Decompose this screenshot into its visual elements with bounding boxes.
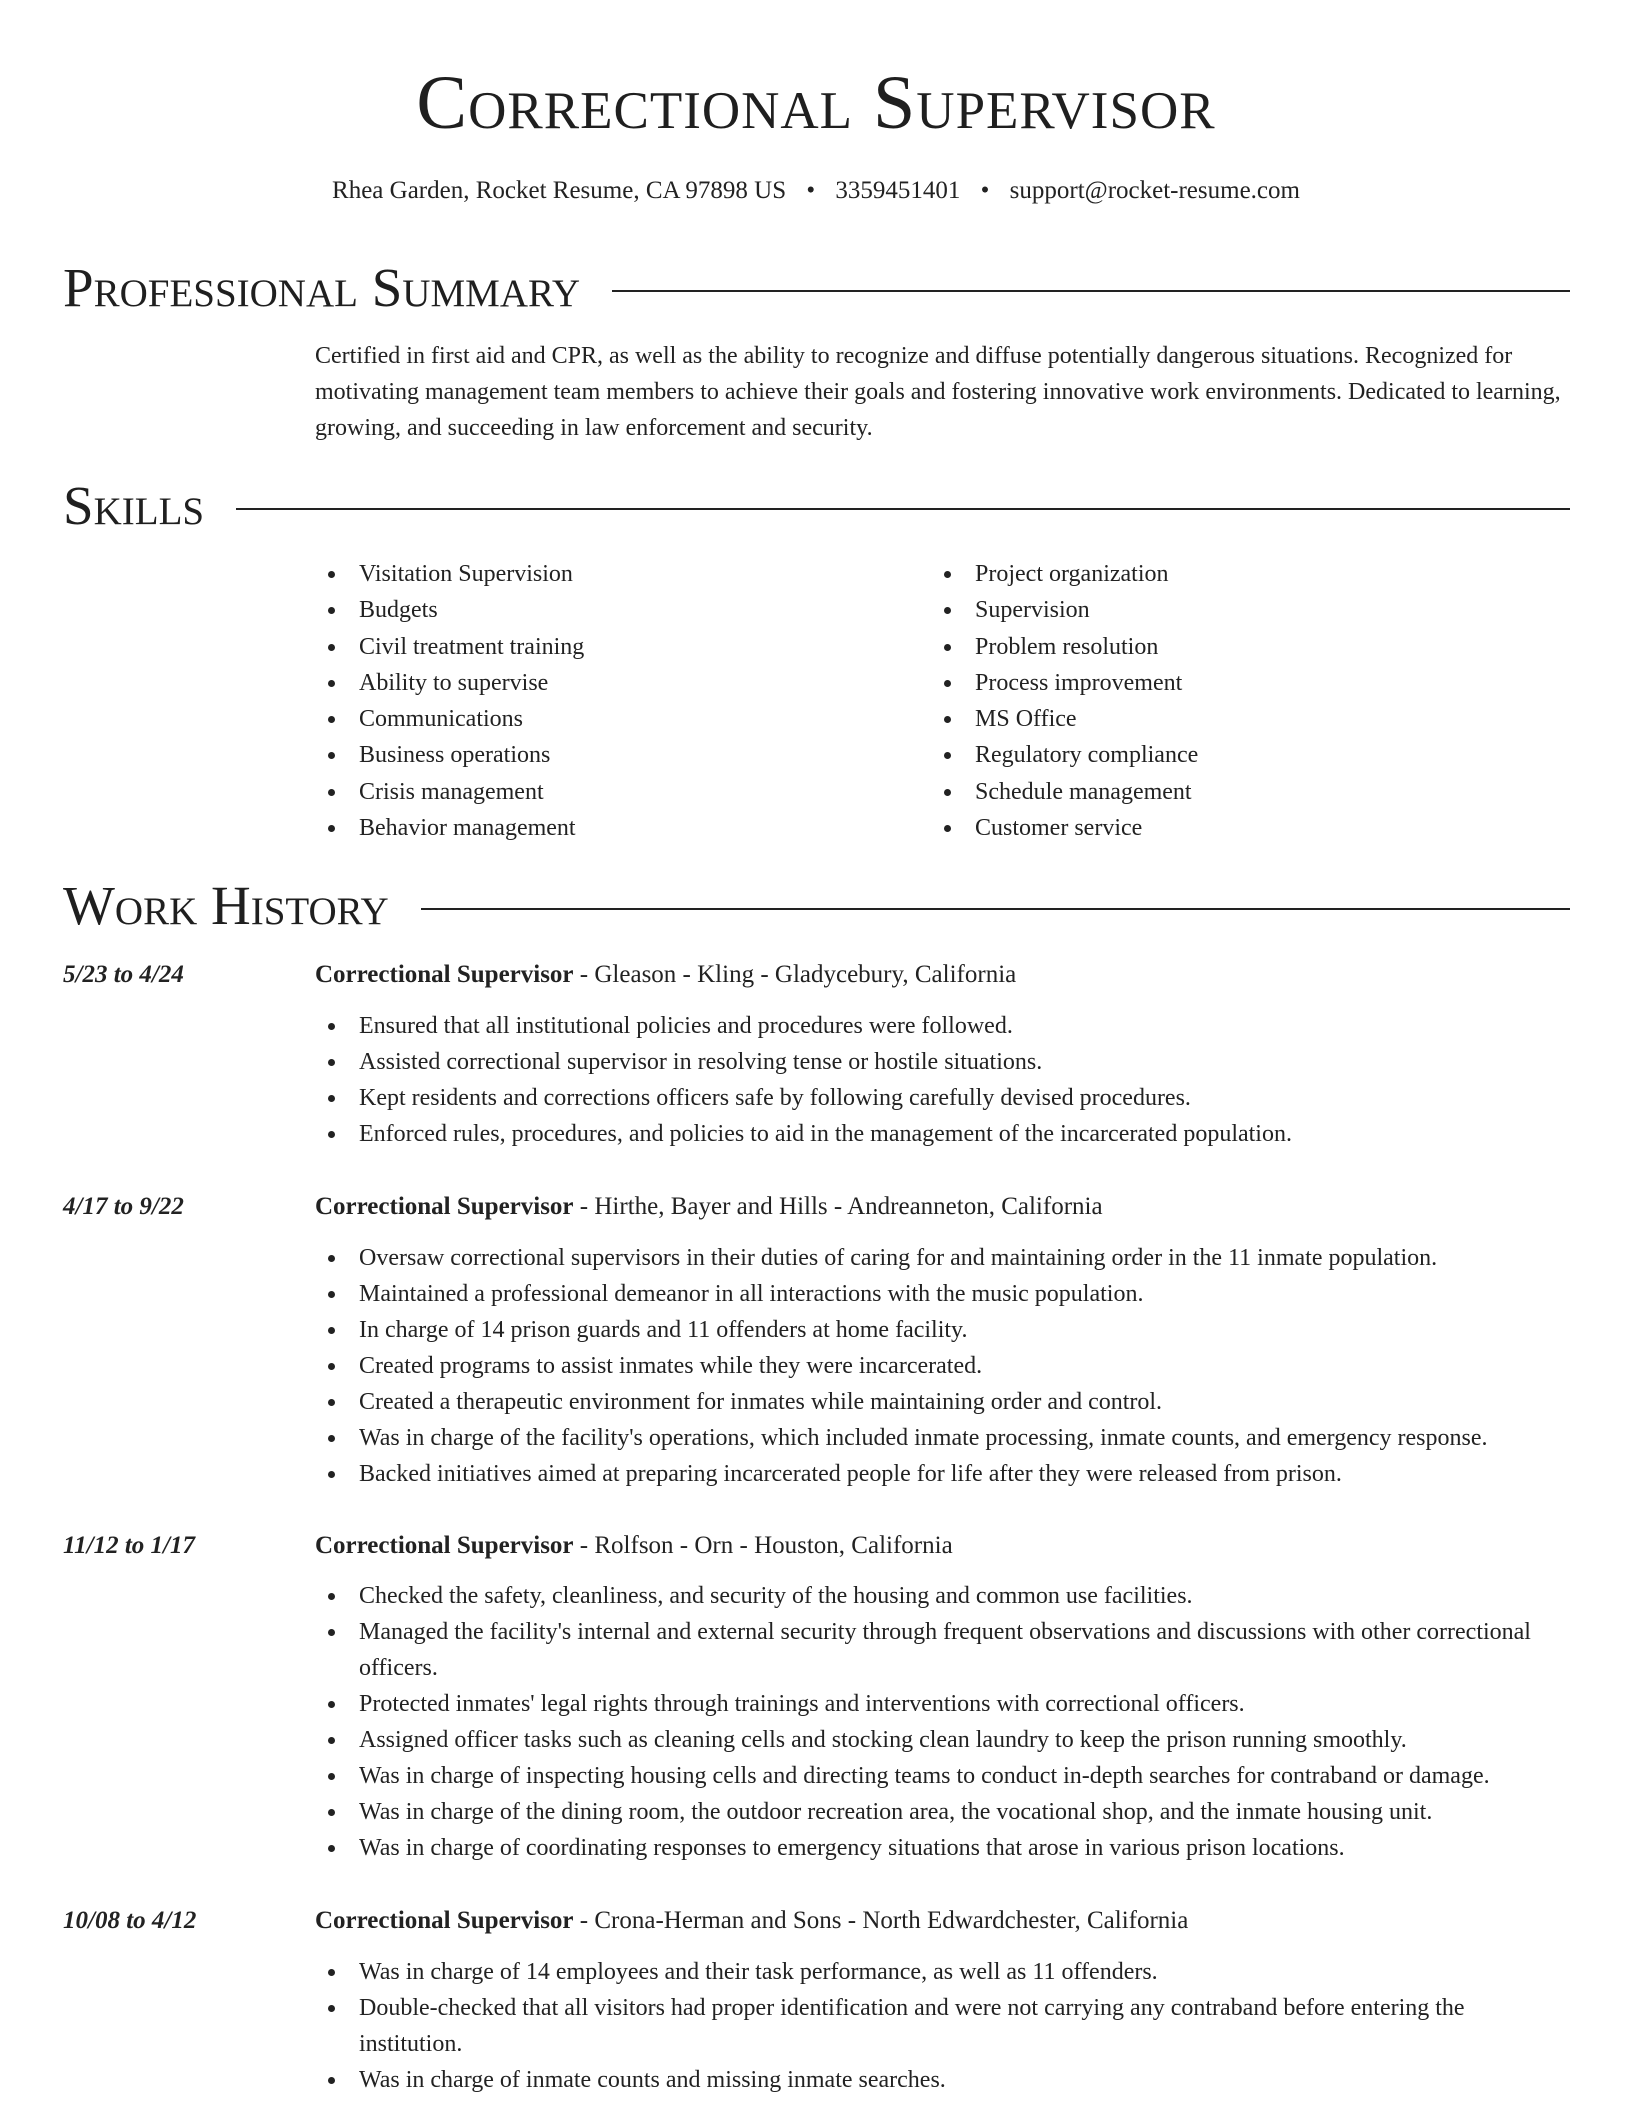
skill-item: Business operations bbox=[315, 737, 915, 773]
summary-text: Certified in first aid and CPR, as well as the ability to recognize and diffuse potentially dangerous situations. Recognized for motivating management team members to achieve their goals and fostering innovative work environments. Dedicated to learning, growing, and succeeding in law enforcement and security. bbox=[315, 343, 1561, 441]
summary-heading: Professional Summary bbox=[63, 257, 581, 318]
skills-list-right bbox=[931, 556, 1531, 846]
job-dates: 11/12 to 1/17 bbox=[63, 1532, 195, 1559]
job-bullet: Double-checked that all visitors had proper identification and were not carrying any contraband before entering the institution. bbox=[315, 1990, 1570, 2062]
work-heading: Work History bbox=[63, 875, 389, 936]
skill-item: Regulatory compliance bbox=[931, 737, 1531, 773]
job-employer: - Hirthe, Bayer and Hills - Andreanneton, California bbox=[573, 1193, 1103, 1220]
job-title: Correctional Supervisor bbox=[315, 1193, 574, 1220]
skill-item: Crisis management bbox=[315, 774, 915, 810]
job-title: Correctional Supervisor bbox=[315, 961, 574, 988]
job-bullet: Was in charge of the dining room, the outdoor recreation area, the vocational shop, and the inmate housing unit. bbox=[315, 1794, 1570, 1830]
job-bullet: In charge of 14 prison guards and 11 offenders at home facility. bbox=[315, 1312, 1570, 1348]
summary-section-header bbox=[63, 256, 1570, 320]
job-bullet: Managed the facility's internal and external security through frequent observations and discussions with other correctional officers. bbox=[315, 1614, 1570, 1686]
job-bullet: Backed initiatives aimed at preparing incarcerated people for life after they were released from prison. bbox=[315, 1456, 1570, 1492]
job-bullet: Protected inmates' legal rights through trainings and interventions with correctional officers. bbox=[315, 1686, 1570, 1722]
job-employer: - Rolfson - Orn - Houston, California bbox=[573, 1532, 953, 1559]
job-bullet: Checked the safety, cleanliness, and security of the housing and common use facilities. bbox=[315, 1578, 1570, 1614]
job-employer: - Crona-Herman and Sons - North Edwardchester, California bbox=[573, 1907, 1189, 1934]
job-bullet: Kept residents and corrections officers safe by following carefully devised procedures. bbox=[315, 1080, 1570, 1116]
skill-item: Communications bbox=[315, 701, 915, 737]
section-divider bbox=[612, 290, 1570, 292]
job-bullet: Assisted correctional supervisor in resolving tense or hostile situations. bbox=[315, 1044, 1570, 1080]
contact-separator: • bbox=[980, 177, 990, 204]
job-bullet: Was in charge of the facility's operations, which included inmate processing, inmate counts, and emergency response. bbox=[315, 1420, 1570, 1456]
contact-line bbox=[0, 176, 1632, 206]
job-employer: - Gleason - Kling - Gladycebury, California bbox=[573, 961, 1017, 988]
job-bullet: Was in charge of inmate counts and missing inmate searches. bbox=[315, 2062, 1570, 2098]
job-dates: 5/23 to 4/24 bbox=[63, 961, 184, 988]
section-divider bbox=[236, 508, 1570, 510]
skill-item: Process improvement bbox=[931, 665, 1531, 701]
contact-separator: • bbox=[806, 177, 816, 204]
skill-item: Project organization bbox=[931, 556, 1531, 592]
job-bullet: Was in charge of coordinating responses to emergency situations that arose in various prison locations. bbox=[315, 1830, 1570, 1866]
contact-phone: 3359451401 bbox=[835, 177, 961, 204]
job-bullets bbox=[315, 1008, 1570, 1152]
contact-address: Rhea Garden, Rocket Resume, CA 97898 US bbox=[332, 177, 787, 204]
job-bullets bbox=[315, 1240, 1570, 1492]
job-bullet: Enforced rules, procedures, and policies to aid in the management of the incarcerated population. bbox=[315, 1116, 1570, 1152]
job-heading bbox=[315, 1530, 1570, 1562]
job-title: Correctional Supervisor bbox=[315, 1532, 574, 1559]
skill-item: Ability to supervise bbox=[315, 665, 915, 701]
skill-item: Civil treatment training bbox=[315, 629, 915, 665]
contact-email: support@rocket-resume.com bbox=[1009, 177, 1300, 204]
job-bullet: Oversaw correctional supervisors in their duties of caring for and maintaining order in the 11 inmate population. bbox=[315, 1240, 1570, 1276]
job-bullets bbox=[315, 1954, 1570, 2098]
job-bullets bbox=[315, 1578, 1570, 1866]
skills-list-left bbox=[315, 556, 915, 846]
job-bullet: Maintained a professional demeanor in all interactions with the music population. bbox=[315, 1276, 1570, 1312]
skill-item: MS Office bbox=[931, 701, 1531, 737]
skills-section-header bbox=[63, 474, 1570, 538]
candidate-name: Correctional Supervisor bbox=[416, 61, 1216, 145]
job-heading bbox=[315, 959, 1570, 991]
job-bullet: Was in charge of 14 employees and their task performance, as well as 11 offenders. bbox=[315, 1954, 1570, 1990]
job-heading bbox=[315, 1191, 1570, 1223]
skills-heading: Skills bbox=[63, 475, 205, 536]
job-title: Correctional Supervisor bbox=[315, 1907, 574, 1934]
skill-item: Visitation Supervision bbox=[315, 556, 915, 592]
job-dates: 10/08 to 4/12 bbox=[63, 1907, 197, 1934]
skill-item: Customer service bbox=[931, 810, 1531, 846]
skill-item: Budgets bbox=[315, 592, 915, 628]
skill-item: Supervision bbox=[931, 592, 1531, 628]
job-dates: 4/17 to 9/22 bbox=[63, 1193, 184, 1220]
job-bullet: Ensured that all institutional policies and procedures were followed. bbox=[315, 1008, 1570, 1044]
job-bullet: Was in charge of inspecting housing cells and directing teams to conduct in-depth searches for contraband or damage. bbox=[315, 1758, 1570, 1794]
section-divider bbox=[421, 908, 1570, 910]
job-heading bbox=[315, 1905, 1570, 1937]
work-section-header bbox=[63, 874, 1570, 938]
skill-item: Behavior management bbox=[315, 810, 915, 846]
skill-item: Schedule management bbox=[931, 774, 1531, 810]
job-bullet: Assigned officer tasks such as cleaning cells and stocking clean laundry to keep the prison running smoothly. bbox=[315, 1722, 1570, 1758]
job-bullet: Created a therapeutic environment for inmates while maintaining order and control. bbox=[315, 1384, 1570, 1420]
job-bullet: Created programs to assist inmates while they were incarcerated. bbox=[315, 1348, 1570, 1384]
skill-item: Problem resolution bbox=[931, 629, 1531, 665]
